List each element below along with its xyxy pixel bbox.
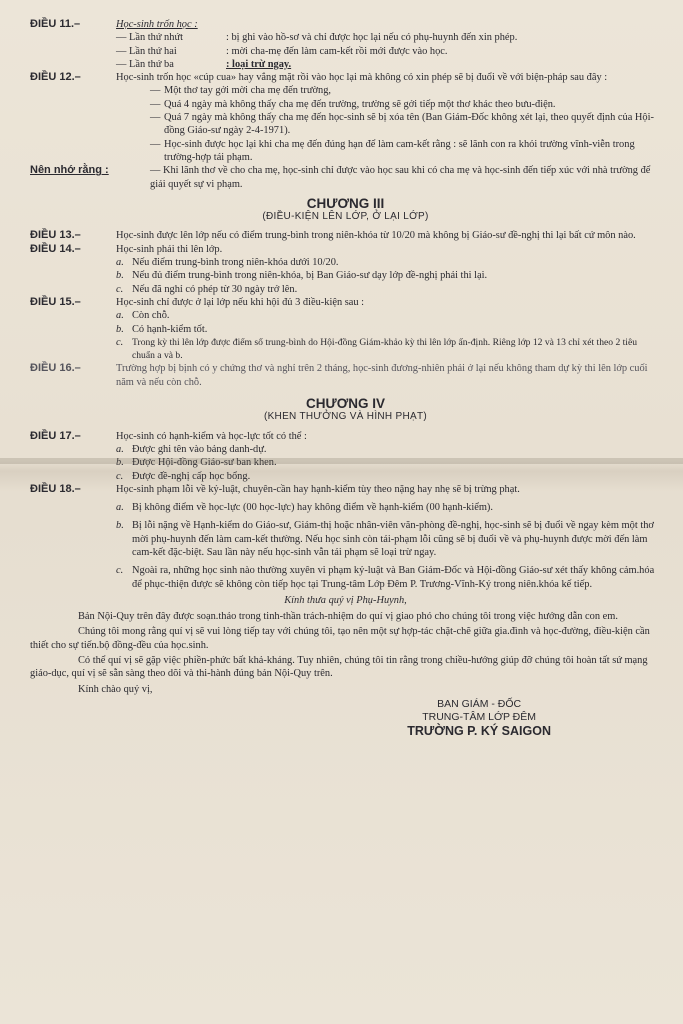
article-18: ĐIỀU 18.– Học-sinh phạm lỗi về kỷ-luật, chuyên-cần hay hạnh-kiểm tùy theo nặng hay nhẹ sẽ bị trừng phạt. <box>30 482 520 495</box>
article-16: ĐIỀU 16.– Trường hợp bị bịnh có y chứng thơ và nghỉ trên 2 tháng, học-sinh đương-nhiên phải ở lại nếu không tham dự kỳ thi lên lớp cuối năm và nếu còn chỗ. <box>30 362 648 388</box>
article-15: ĐIỀU 15.– Học-sinh chỉ được ở lại lớp nếu khi hội đủ 3 điều-kiện sau : <box>30 295 365 308</box>
list-item: a. Còn chỗ. <box>116 310 170 322</box>
list-item: — Quá 4 ngày mà không thấy cha mẹ đến trường, trường sẽ gởi tiếp một thơ khác theo bưu-điện. <box>150 98 556 110</box>
list-item: — Lần thứ nhứt : bị ghi vào hồ-sơ và chỉ được học lại nếu có phụ-huynh đến xin phép. <box>116 32 518 44</box>
chapter-title: CHƯƠNG IV <box>306 396 385 412</box>
article-title: Học-sinh trốn học : <box>116 19 198 30</box>
article-17: ĐIỀU 17.– Học-sinh có hạnh-kiểm và học-lực tốt có thể : <box>30 429 307 442</box>
article-11 <box>30 18 661 31</box>
list-item: b. Nếu đủ điểm trung-bình trong niên-khóa, bị Ban Giáo-sư dạy lớp đề-nghị phải thi lại. <box>116 270 488 282</box>
signature-line: BAN GIÁM - ĐỐC <box>437 697 522 710</box>
letter-paragraph: Bản Nội-Quy trên đây được soạn.thảo trong tinh-thần trách-nhiệm do quí vị giao phó cho chúng tôi trong việc hướng dẫn con em. <box>78 611 618 623</box>
chapter-title: CHƯƠNG III <box>306 195 385 211</box>
letter-greeting: Kính thưa quý vị Phụ-Huynh, <box>284 594 407 606</box>
article-13: ĐIỀU 13.– Học-sinh được lên lớp nếu có điểm trung-bình trong niên-khóa từ 10/20 mà không bị Giáo-sư đề-nghị thi lại bất cứ môn nào. <box>30 229 636 242</box>
list-item: — Học-sinh được học lại khi cha mẹ đến đúng hạn để làm cam-kết rằng : sẽ lãnh con ra khỏi trường vĩnh-viễn trong trường-hợp tái phạm. <box>150 138 635 163</box>
list-item: — Một thơ tay gởi mời cha mẹ đến trường, <box>150 85 331 97</box>
chapter-subtitle: (KHEN THƯỞNG VÀ HÌNH PHẠT) <box>263 411 428 423</box>
remember-label: Nên nhớ rằng : <box>30 164 109 177</box>
list-item: a. Bị không điểm về học-lực (00 học-lực) hay không điểm về hạnh-kiểm (00 hạnh-kiểm). <box>116 502 493 514</box>
list-item: c. Được đề-nghị cấp học bổng. <box>116 470 251 482</box>
article-12: ĐIỀU 12.– Học-sinh trốn học «cúp cua» hay vắng mặt rồi vào học lại mà không có xin phép sẽ bị đuổi về với biện-pháp sau đây : <box>30 71 608 84</box>
list-item: — Lần thứ hai : mời cha-mẹ đến làm cam-kết rồi mới được vào học. <box>116 45 448 57</box>
list-item: b. Có hạnh-kiểm tốt. <box>116 323 208 335</box>
letter-paragraph: Chúng tôi mong rằng quí vị sẽ vui lòng tiếp tay với chúng tôi, tạo nên một sự hợp-tác chặt-chẽ giữa gia.đình và học-đường, điều-kiện cần thiết cho sự tiến.bộ đồng-đều của học.sinh. <box>30 626 650 651</box>
article-11-items <box>116 31 661 71</box>
article-label: ĐIỀU 12.– <box>30 71 81 84</box>
list-item: a. Được ghi tên vào bảng danh-dự. <box>116 443 267 455</box>
chapter-subtitle: (ĐIỀU-KIỆN LÊN LỚP, Ở LẠI LỚP) <box>262 211 429 223</box>
list-item: a. Nếu điểm trung-bình trong niên-khóa dưới 10/20. <box>116 257 339 269</box>
list-item: b. Bị lỗi nặng về Hạnh-kiểm do Giáo-sư, Giám-thị hoặc nhân-viên văn-phòng đề-nghị, học-sinh sẽ bị đuổi về ngay kèm một thơ mời phụ-huynh đến làm cam-kết thường. Nếu học sinh còn tái-phạm lỗi cũng sẽ bị đuổi về và phụ-huynh được mời đến làm cam-kết đặc-biệt. Sau lần này nếu học-sinh vẫn tái phạm sẽ loại trừ ngay. <box>116 520 654 558</box>
list-item: — Quá 7 ngày mà không thấy cha mẹ đến học-sinh sẽ bị xóa tên (Ban Giám-Đốc không xét lại, theo quyết định của Hội-đồng Giáo-sư ngày 2-4-1971). <box>150 112 654 137</box>
remember-note: Nên nhớ rằng : — Khi lãnh thơ về cho cha mẹ, học-sinh chỉ được vào học sau khi có cha mẹ và học-sinh đến tiếp xúc với nhà trường để giải quyết sự vi phạm. <box>30 164 651 190</box>
signature-line: TRƯỜNG P. KÝ SAIGON <box>407 723 551 738</box>
list-item: b. Được Hội-đồng Giáo-sư ban khen. <box>116 457 277 469</box>
list-item: — Lần thứ ba : loại trừ ngay. <box>116 58 292 70</box>
signature-block <box>30 698 661 739</box>
list-item: c. Nếu đã nghỉ có phép từ 30 ngày trở lên. <box>116 283 298 295</box>
article-14: ĐIỀU 14.– Học-sinh phải thi lên lớp. <box>30 242 223 255</box>
article-label: ĐIỀU 11.– <box>30 18 81 30</box>
list-item: c. Ngoài ra, những học sinh nào thường xuyên vi phạm kỷ-luật và Ban Giám-Đốc và Hội-đồng Giáo-sư xét thấy không cảm.hóa để phục-thiện được sẽ không còn tiếp học tại Trung-tâm Lớp Đêm P. Trương-Vĩnh-Ký trong niên.khóa kế tiếp. <box>116 565 655 590</box>
paper-fold <box>0 458 683 464</box>
letter-closing: Kính chào quý vị, <box>78 683 153 695</box>
letter-paragraph: Có thể quí vị sẽ gặp việc phiền-phức bất khả-kháng. Tuy nhiên, chúng tôi tin rằng trong chiều-hướng giúp đỡ chúng tôi hoàn tất sứ mạng giáo-dục, quí vị sẽ sẵn sàng theo dõi và thi-hành đúng bản Nội-Quy trên. <box>30 655 648 680</box>
signature-line: TRUNG-TÂM LỚP ĐÊM <box>422 711 537 724</box>
list-item: c. Trong kỳ thi lên lớp được điểm số trung-bình do Hội-đồng Giám-khảo kỳ thi lên lớp ấn-định. Riêng lớp 12 và 13 chỉ xét theo 2 tiêu chuẩn a và b. <box>116 336 638 362</box>
article-12-items <box>150 84 661 164</box>
